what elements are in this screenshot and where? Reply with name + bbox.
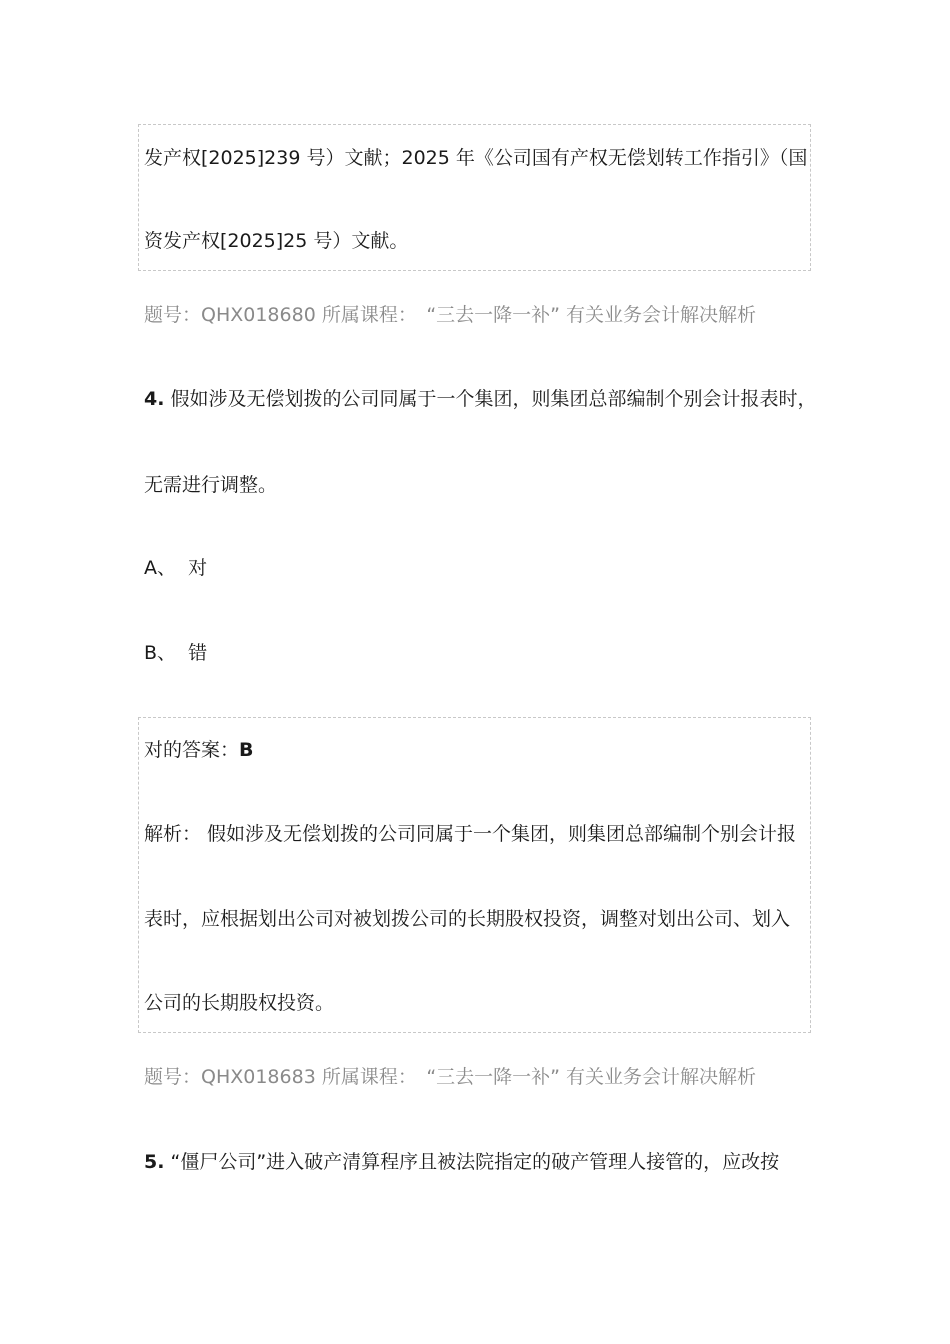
analysis-line-1: 解析： 假如涉及无偿划拨的公司同属于一个集团，则集团总部编制个别会计报 xyxy=(144,823,797,845)
question-number: 5. xyxy=(144,1151,165,1173)
answer-label: 对的答案： xyxy=(144,739,240,761)
reference-text-line-2: 资发产权[2025]25 号）文献。 xyxy=(144,230,409,252)
option-label: A、 xyxy=(144,557,176,579)
answer-value: B xyxy=(239,739,254,761)
analysis-line-2: 表时，应根据划出公司对被划拨公司的长期股权投资，调整对划出公司、划入 xyxy=(144,908,791,930)
option-text: 对 xyxy=(188,557,208,579)
option-text: 错 xyxy=(188,642,208,664)
correct-answer xyxy=(144,737,254,763)
question-4-line-2: 无需进行调整。 xyxy=(144,474,278,496)
reference-text-line-1: 发产权[2025]239 号）文献；2025 年《公司国有产权无偿划转工作指引》（国 xyxy=(144,147,808,169)
answer-box xyxy=(138,717,811,1033)
option-a[interactable] xyxy=(144,555,207,581)
analysis-line-3: 公司的长期股权投资。 xyxy=(144,992,335,1014)
option-label: B、 xyxy=(144,642,177,664)
question-text: “僵尸公司”进入破产清算程序且被法院指定的破产管理人接管的，应改按 xyxy=(164,1151,780,1173)
option-b[interactable] xyxy=(144,640,207,666)
question-number: 4. xyxy=(144,388,165,410)
question-meta: 题号：QHX018683 所属课程： “三去一降一补” 有关业务会计解决解析 xyxy=(144,1066,757,1088)
question-4-line-1 xyxy=(144,386,817,412)
question-5-line-1 xyxy=(144,1149,779,1175)
question-meta: 题号：QHX018680 所属课程： “三去一降一补” 有关业务会计解决解析 xyxy=(144,304,757,326)
question-text: 假如涉及无偿划拨的公司同属于一个集团，则集团总部编制个别会计报表时， xyxy=(164,388,817,410)
